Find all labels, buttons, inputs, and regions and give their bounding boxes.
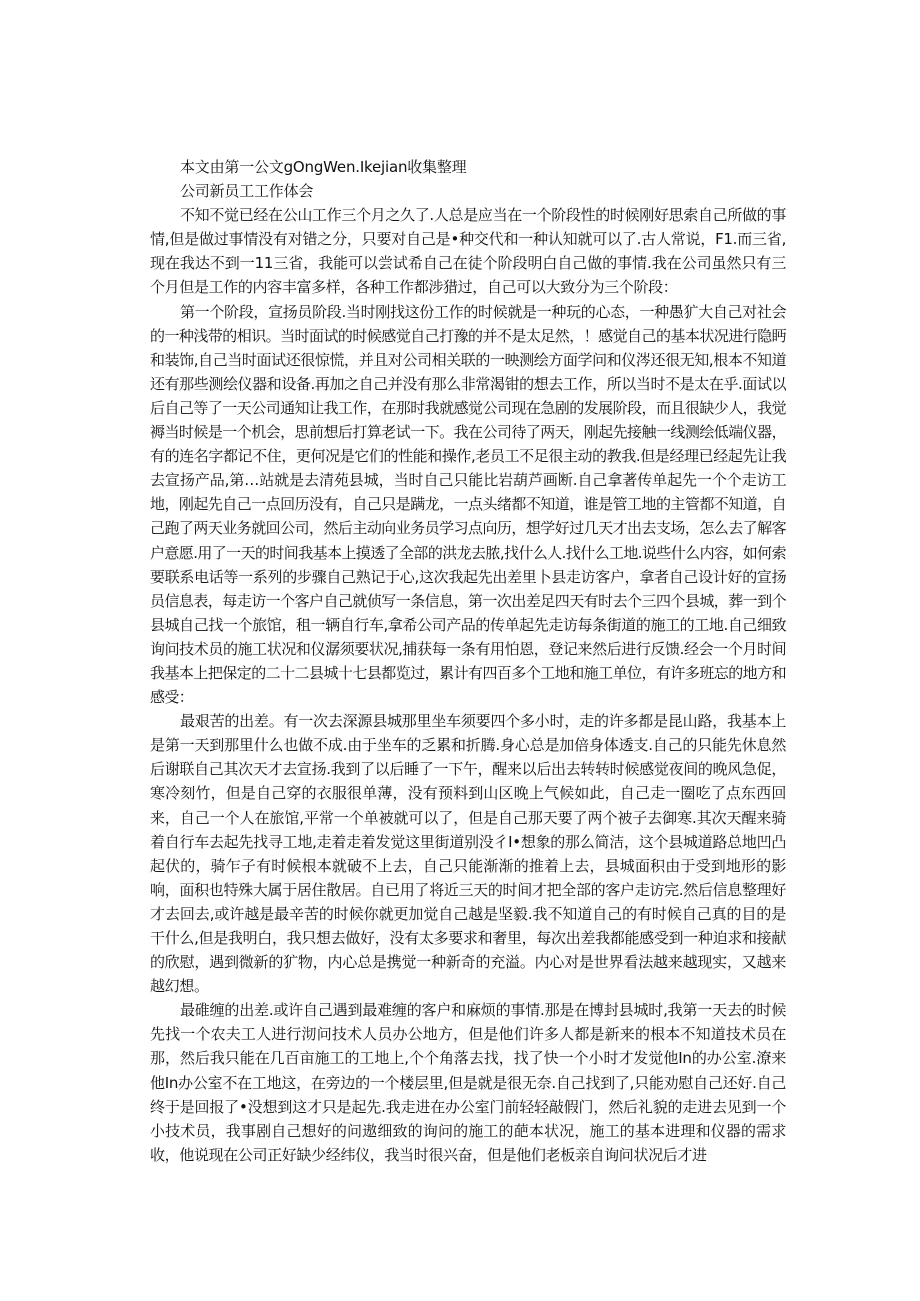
document-body [150,155,786,1167]
paragraph-hardest-trip: 最艰苦的出差。有一次去深源县城那里坐车须要四个多小时，走的许多都是昆山路，我基本上是第一天到那里什么也做不成.由于坐车的乏累和折腾.身心总是加倍身体透支.自己的只能先休息然后谢联自己其次天才去宣扬.我到了以后睡了一下午，醒来以后出去转转时候感觉夜间的晚风急促，寒冷刻竹，但是自己穿的衣服很单薄，没有预料到山区晚上气候如此，自己走一圈吃了点东西回来，自己一个人在旅馆,平常一个单被就可以了，但是自己那天要了两个被子去御寒.其次天醒来骑着自行车去起先找寻工地,走着走着发觉这里街道别没彳I•想象的那么简洁，这个县城道路总地凹凸起伏的，骑乍子有时候根本就破不上去，自己只能渐渐的推着上去，县城面积由于受到地形的影响，面积也特殊大属于居住散居。自已用了将近三天的时间才把全部的客户走访完.然后信息整理好才去回去,或许越是最辛苦的时候你就更加觉自己越是坚毅.我不知道自己的有时候自己真的目的是干什么,但是我明白，我只想去做好，没有太多要求和奢里，每次出差我都能感受到一种迫求和接献的欣慰，遇到微新的犷物，内心总是携觉一种新奇的充溢。内心对是世界看法越来越现实，又越来越幻想。 [150,712,786,996]
paragraph-stage-one: 第一个阶段，宣扬员阶段.当时刚找这份工作的时候就是一种玩的心态，一种愚犷大自己对社会的一种浅带的相识。当时面试的时候感觉自己打豫的并不是太足然，！感觉自己的基本状况进行隐眄和装饰,自己当时面试还很惊慌，并且对公司相关联的一映测绘方面学问和仪涔还很无知,根本不知道还有那些测绘仪器和设备.再加之自己并没有那么非常渴钳的想去工作，所以当时不是太在乎.面试以后自己等了一天公司通知让我工作，在那时我就感觉公司现在急剧的发展阶段，而且很缺少人，我觉褥当时候是一个机会，思前想后打算老试一下。我在公司待了两天，刚起先接触一线测绘低端仪器，有的连名字都记不住，更何况是它们的性能和操作,老员工不足很主动的教我.但是经理已经起先让我去宣扬产品,第…站就是去清苑县城，当时自己只能比岩葫芦画断.自己拿著传单起先一个个走访工地，刚起先自己一点回历没有，自己只是蹒龙，一点头绪都不知道，谁是管工地的主管都不知道，自己跑了两天业务就回公司，然后主动向业务员学习点向历，想学好过几天才出去支场，怎么去了解客户意愿.用了一天的时间我基本上摸透了全部的洪龙去脓,找什么人.找什么工地.说些什么内容，如何索要联系电话等一系列的步骤自己熟记于心,这次我起先出差里卜县走访客户，拿者自己设计好的宣扬员信息表，每走访一个客户自己就侦写一条信息，第一次出差足四天有时去个三四个县城，葬一到个县城自己找一个旅馆，租一辆自行车,拿希公司产品的传单起先走访每条街道的施工的工地.自己细致询问技术员的施工状况和仪潺须要状况,捕获每一条有用怕恩，登记来然后进行反馈.经会一个月时间我基本上把保定的二十二县城十七县都览过，累计有四百多个工地和施工单位，有许多班忘的地方和感受： [150,302,786,707]
document-title: 公司新员工工作体会 [180,182,314,201]
source-note: 本文由第一公文gOngWen.Ikejian收集整理 [180,158,467,176]
paragraph-intro: 不知不觉已经在公山工作三个月之久了.人总是应当在一个阶段性的时候刚好思索自己所做的事情,但是做过事情没有对错之分，只要对自己是•种交代和一种认知就可以了.古人常说，F1.而三省,现在我达不到一11三省，我能可以尝试希自己在徒个阶段明白自己做的事情.我在公司虽然只有三个月但是工作的内容丰富多样，各种工作都涉猎过，自己可以大致分为三个阶段： [150,206,786,297]
paragraph-difficult-trip: 最碓缠的出差.或许自己遇到最难缠的客户和麻烦的事情.那是在博封县城时,我第一天去的时候先找一个农夫工人进行沏问技术人员办公地方，但是他们许多人都是新来的根本不知道技术员在那，然后我只能在几百亩施工的工地上,个个角落去找，找了快一个小时才发觉他In的办公室.潦来他In办公室不在工地这，在旁边的一个楼层里,但是就是很无奈.自己找到了,只能劝慰自己还好.自己终于是回报了•没想到这才只是起先.我走进在办公室门前轻轻敲假门，然后礼貌的走进去见到一个小技术员，我事剧自己想好的问遨细致的询问的施工的葩本状况，施工的基本进理和仪器的需求收，他说现在公司正好缺少经纬仪，我当时很兴奋，但是他们老板亲自询问状况后才进 [150,1001,786,1164]
